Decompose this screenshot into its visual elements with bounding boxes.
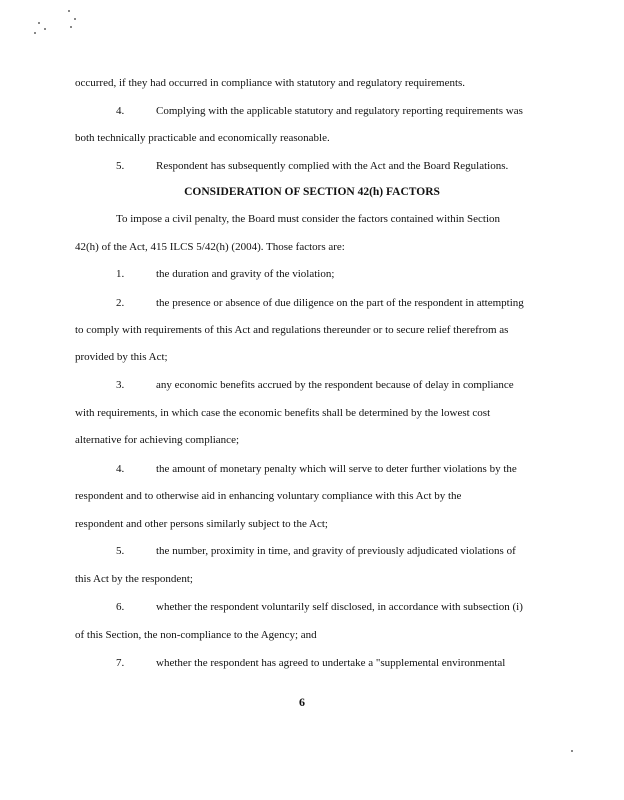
text-line: To impose a civil penalty, the Board must consider the factors contained within Section bbox=[116, 213, 501, 225]
text-line: provided by this Act; bbox=[75, 351, 168, 363]
text-line: of this Section, the non-compliance to the Agency; and bbox=[75, 629, 317, 641]
page-number: 6 bbox=[299, 695, 305, 709]
item-number: 3. bbox=[116, 379, 125, 391]
paragraph-4-line-1 bbox=[75, 104, 591, 118]
text-line: respondent and to otherwise aid in enhancing voluntary compliance with this Act by the bbox=[75, 490, 462, 502]
text-line: whether the respondent voluntarily self disclosed, in accordance with subsection (i) bbox=[156, 601, 523, 613]
text-line: whether the respondent has agreed to undertake a "supplemental environmental bbox=[156, 657, 506, 669]
factor-1 bbox=[75, 267, 591, 281]
text-line: any economic benefits accrued by the respondent because of delay in compliance bbox=[156, 379, 514, 391]
item-number: 5. bbox=[116, 545, 125, 557]
text-line: Complying with the applicable statutory and regulatory reporting requirements was bbox=[156, 105, 523, 117]
factor-2 bbox=[75, 296, 591, 310]
factor-5 bbox=[75, 544, 591, 558]
factor-6 bbox=[75, 600, 591, 614]
item-number: 4. bbox=[116, 105, 125, 117]
text-line: this Act by the respondent; bbox=[75, 573, 193, 585]
text-line: occurred, if they had occurred in compliance with statutory and regulatory requirements. bbox=[75, 77, 466, 89]
item-number: 6. bbox=[116, 601, 125, 613]
text-line: the presence or absence of due diligence on the part of the respondent in attempting bbox=[156, 297, 524, 309]
text-line: 42(h) of the Act, 415 ILCS 5/42(h) (2004). Those factors are: bbox=[75, 241, 345, 253]
text-line: with requirements, in which case the economic benefits shall be determined by the lowest cost bbox=[75, 407, 491, 419]
scan-speck bbox=[571, 750, 573, 752]
item-number: 2. bbox=[116, 297, 125, 309]
item-number: 4. bbox=[116, 463, 125, 475]
factor-3 bbox=[75, 378, 591, 392]
factor-4 bbox=[75, 462, 591, 476]
text-line: alternative for achieving compliance; bbox=[75, 434, 240, 446]
item-number: 1. bbox=[116, 268, 125, 280]
text-line: to comply with requirements of this Act and regulations thereunder or to secure relief therefrom as bbox=[75, 324, 509, 336]
item-number: 7. bbox=[116, 657, 125, 669]
text-line: the amount of monetary penalty which will serve to deter further violations by the bbox=[156, 463, 517, 475]
item-number: 5. bbox=[116, 160, 125, 172]
text-line: the duration and gravity of the violation; bbox=[156, 268, 335, 280]
text-line: Respondent has subsequently complied with the Act and the Board Regulations. bbox=[156, 160, 509, 172]
factor-7 bbox=[75, 656, 591, 670]
paragraph-5-line-1 bbox=[75, 159, 591, 173]
scan-specks bbox=[30, 8, 90, 38]
text-line: both technically practicable and economically reasonable. bbox=[75, 132, 330, 144]
text-line: the number, proximity in time, and gravity of previously adjudicated violations of bbox=[156, 545, 516, 557]
text-line: respondent and other persons similarly subject to the Act; bbox=[75, 518, 328, 530]
section-heading: CONSIDERATION OF SECTION 42(h) FACTORS bbox=[184, 186, 440, 198]
